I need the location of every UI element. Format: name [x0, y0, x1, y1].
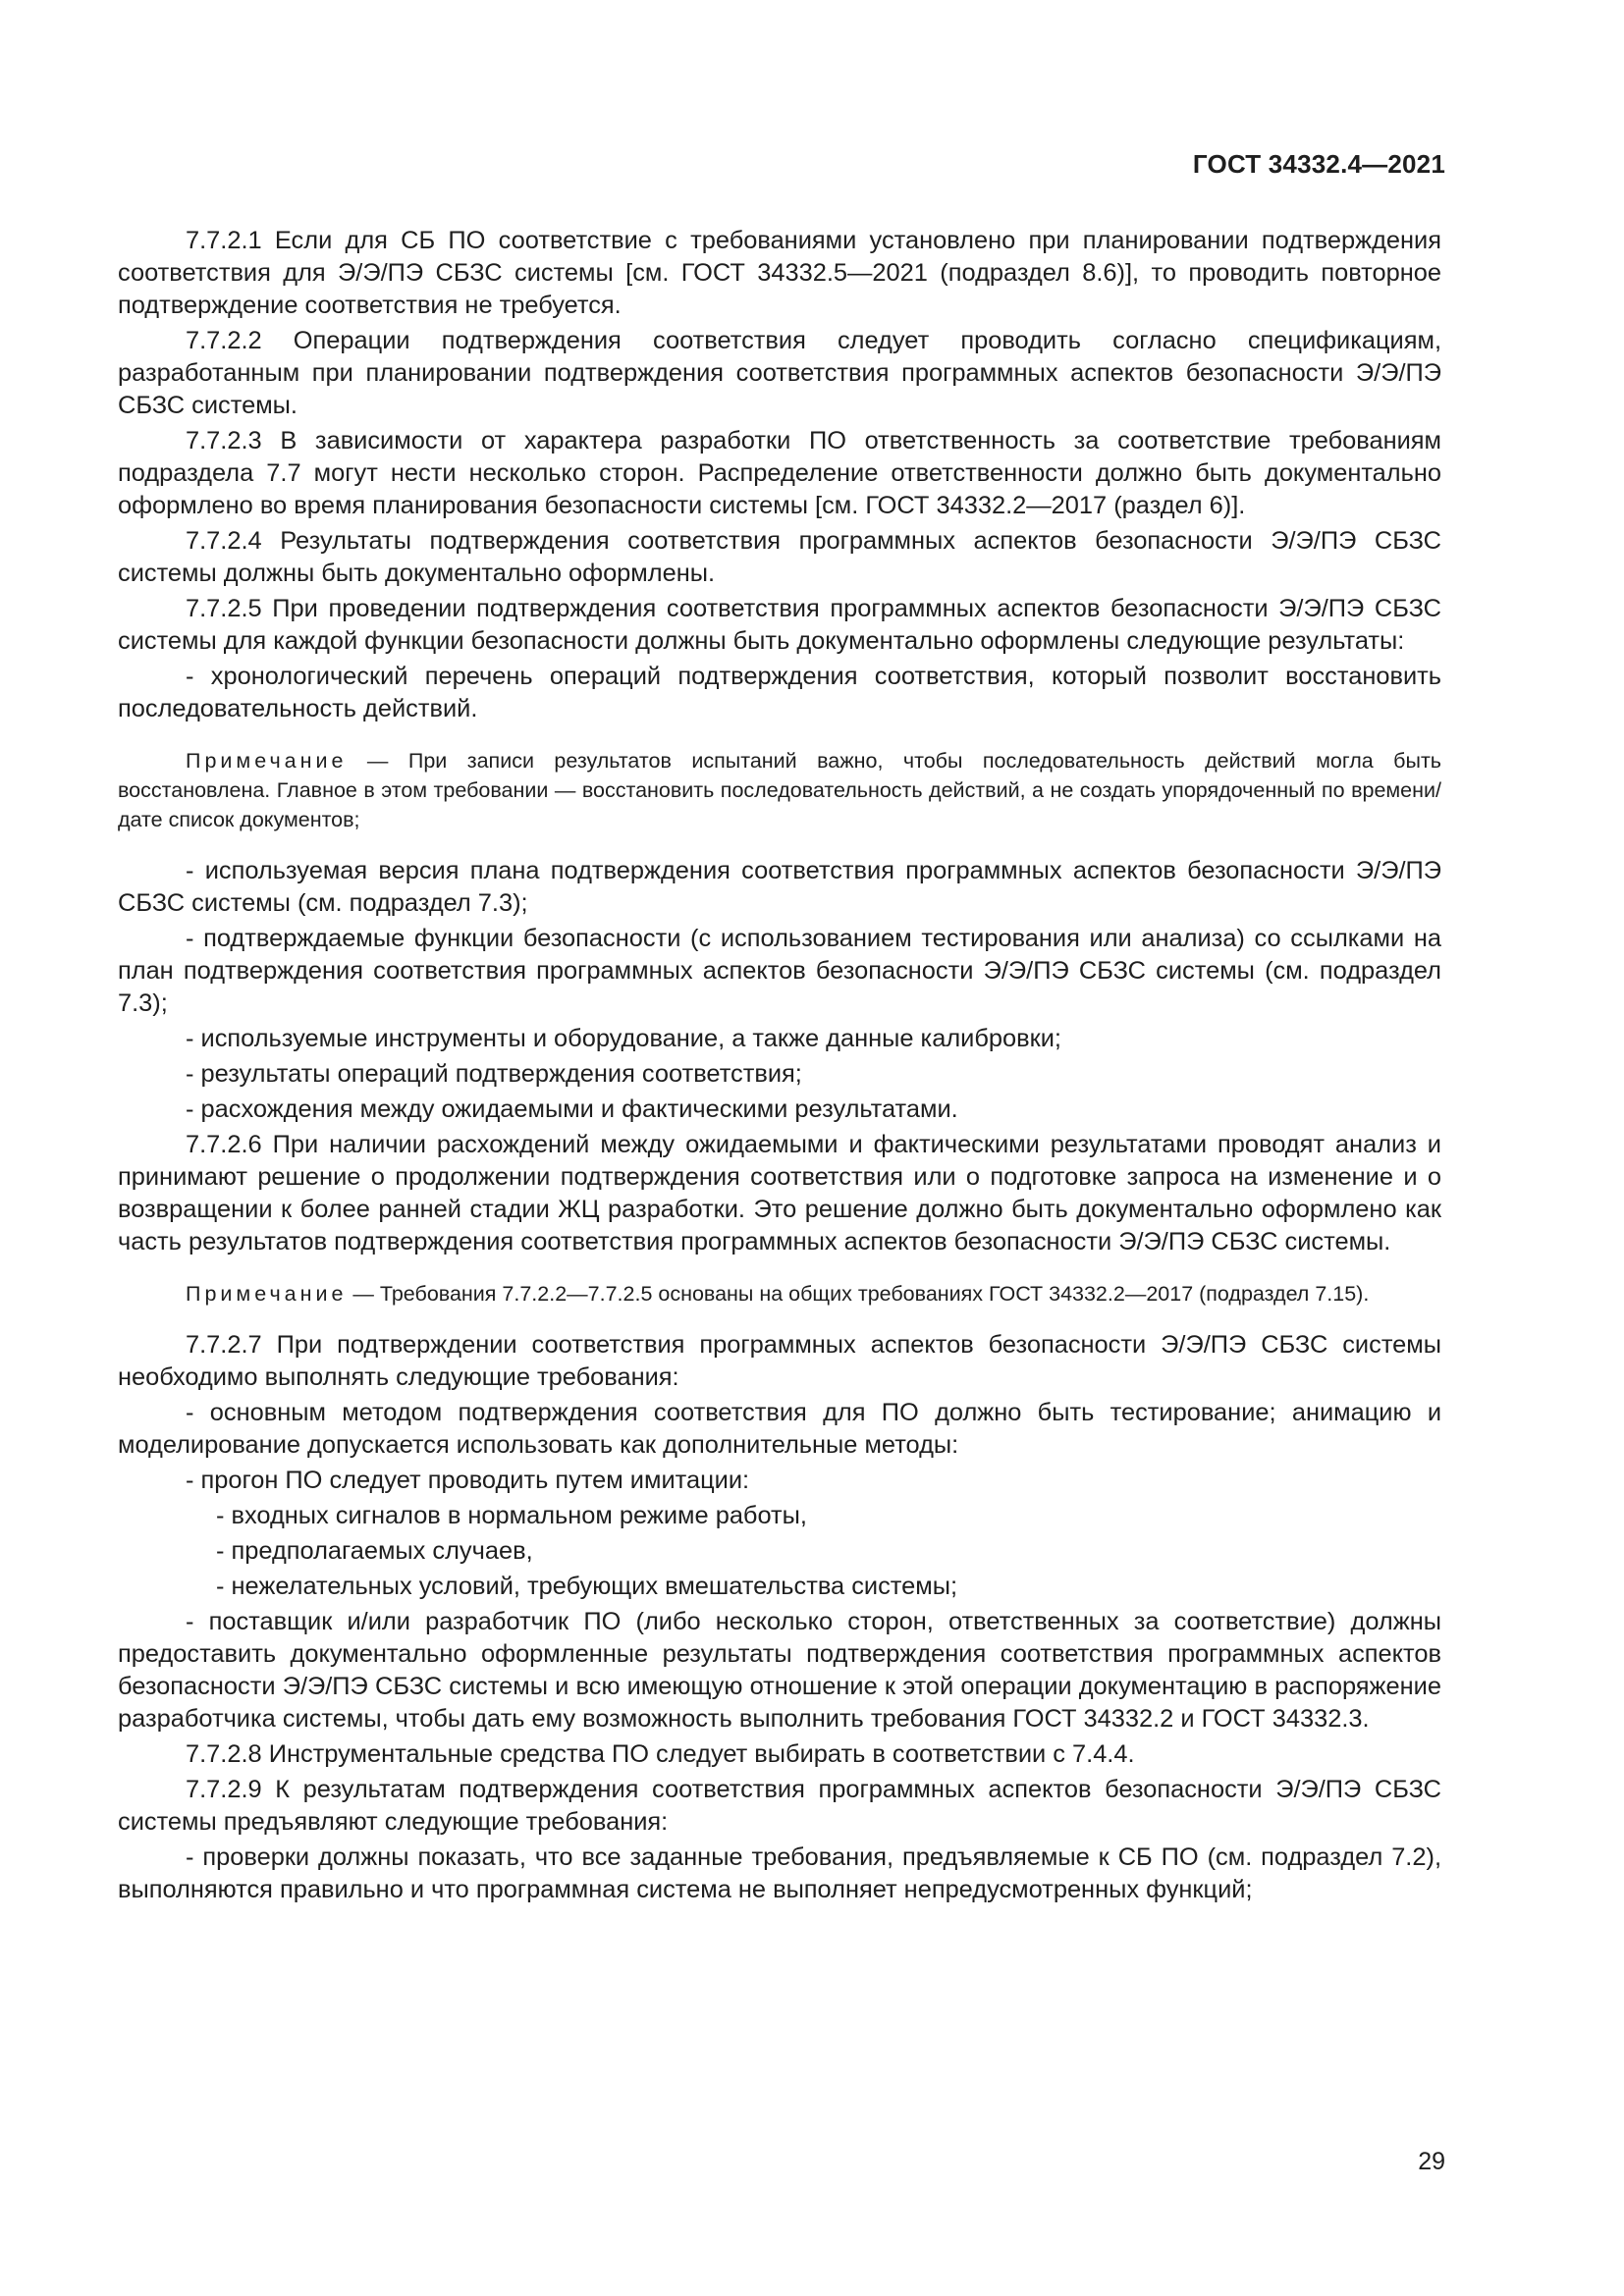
list-item-supplier: - поставщик и/или разработчик ПО (либо несколько сторон, ответственных за соответствие) должны предоставить документально оформленные результаты подтверждения соответствия программных аспектов безопасности Э/Э/ПЭ СБЗС системы и всю имеющую отношение к этой операции документацию в распоряжение разработчика системы, чтобы дать ему возможность выполнить требования ГОСТ 34332.2 и ГОСТ 34332.3.: [118, 1608, 1441, 1733]
note-2: [118, 1279, 1441, 1308]
clause-7-7-2-3: 7.7.2.3 В зависимости от характера разработки ПО ответственность за соответствие требованиям подраздела 7.7 могут нести несколько сторон. Распределение ответственности должно быть документально оформлено во время планирования безопасности системы [см. ГОСТ 34332.2—2017 (раздел 6)].: [118, 427, 1441, 519]
page-number: 29: [1418, 2148, 1445, 2175]
note-1: [118, 746, 1441, 834]
clause-7-7-2-2: 7.7.2.2 Операции подтверждения соответствия следует проводить согласно спецификациям, разработанным при планировании подтверждения соответствия программных аспектов безопасности Э/Э/ПЭ СБЗС системы.: [118, 327, 1441, 419]
list-item-simulation: - прогон ПО следует проводить путем имитации:: [186, 1467, 750, 1494]
clause-7-7-2-6: 7.7.2.6 При наличии расхождений между ожидаемыми и фактическими результатами проводят анализ и принимают решение о продолжении подтверждения соответствия или о подготовке запроса на изменение и о возвращении к более ранней стадии ЖЦ разработки. Это решение должно быть документально оформлено как часть результатов подтверждения соответствия программных аспектов безопасности Э/Э/ПЭ СБЗС системы.: [118, 1131, 1441, 1255]
sub-item-undesired-conditions: - нежелательных условий, требующих вмешательства системы;: [216, 1573, 957, 1600]
list-item-discrepancies: - расхождения между ожидаемыми и фактическими результатами.: [186, 1095, 958, 1123]
clause-7-7-2-8: 7.7.2.8 Инструментальные средства ПО следует выбирать в соответствии с 7.4.4.: [186, 1740, 1135, 1768]
list-item-functions: - подтверждаемые функции безопасности (с использованием тестирования или анализа) со ссылками на план подтверждения соответствия программных аспектов безопасности Э/Э/ПЭ СБЗС системы (см. подраздел 7.3);: [118, 925, 1441, 1017]
list-item-tools: - используемые инструменты и оборудование, а также данные калибровки;: [186, 1025, 1061, 1052]
list-item-checks: - проверки должны показать, что все заданные требования, предъявляемые к СБ ПО (см. подраздел 7.2), выполняются правильно и что программная система не выполняет непредусмотренных функций;: [118, 1843, 1441, 1903]
document-header-id: ГОСТ 34332.4—2021: [1192, 149, 1445, 179]
sub-item-input-signals: - входных сигналов в нормальном режиме работы,: [216, 1502, 807, 1529]
document-body: [118, 225, 1441, 1909]
note-1-text: — При записи результатов испытаний важно, чтобы последовательность действий могла быть восстановлена. Главное в этом требовании — восстановить последовательность действий, а не создать упорядоченный по времени/дате список документов;: [118, 749, 1441, 831]
list-item-chronological: - хронологический перечень операций подтверждения соответствия, который позволит восстановить последовательность действий.: [118, 663, 1441, 722]
list-item-testing-method: - основным методом подтверждения соответствия для ПО должно быть тестирование; анимацию и моделирование допускается использовать как дополнительные методы:: [118, 1399, 1441, 1459]
clause-7-7-2-1: 7.7.2.1 Если для СБ ПО соответствие с требованиями установлено при планировании подтверждения соответствия для Э/Э/ПЭ СБЗС системы [см. ГОСТ 34332.5—2021 (подраздел 8.6)], то проводить повторное подтверждение соответствия не требуется.: [118, 227, 1441, 319]
list-item-plan-version: - используемая версия плана подтверждения соответствия программных аспектов безопасности Э/Э/ПЭ СБЗС системы (см. подраздел 7.3);: [118, 857, 1441, 917]
note-1-label: Примечание: [186, 749, 348, 773]
sub-item-expected-cases: - предполагаемых случаев,: [216, 1537, 533, 1565]
note-2-text: — Требования 7.7.2.2—7.7.2.5 основаны на общих требованиях ГОСТ 34332.2—2017 (подраздел 7.15).: [347, 1282, 1370, 1306]
clause-7-7-2-7: 7.7.2.7 При подтверждении соответствия программных аспектов безопасности Э/Э/ПЭ СБЗС системы необходимо выполнять следующие требования:: [118, 1331, 1441, 1391]
clause-7-7-2-5: 7.7.2.5 При проведении подтверждения соответствия программных аспектов безопасности Э/Э/ПЭ СБЗС системы для каждой функции безопасности должны быть документально оформлены следующие результаты:: [118, 595, 1441, 655]
note-2-label: Примечание: [186, 1282, 348, 1306]
list-item-results: - результаты операций подтверждения соответствия;: [186, 1060, 802, 1088]
clause-7-7-2-9: 7.7.2.9 К результатам подтверждения соответствия программных аспектов безопасности Э/Э/ПЭ СБЗС системы предъявляют следующие требования:: [118, 1776, 1441, 1836]
clause-7-7-2-4: 7.7.2.4 Результаты подтверждения соответствия программных аспектов безопасности Э/Э/ПЭ СБЗС системы должны быть документально оформлены.: [118, 527, 1441, 587]
